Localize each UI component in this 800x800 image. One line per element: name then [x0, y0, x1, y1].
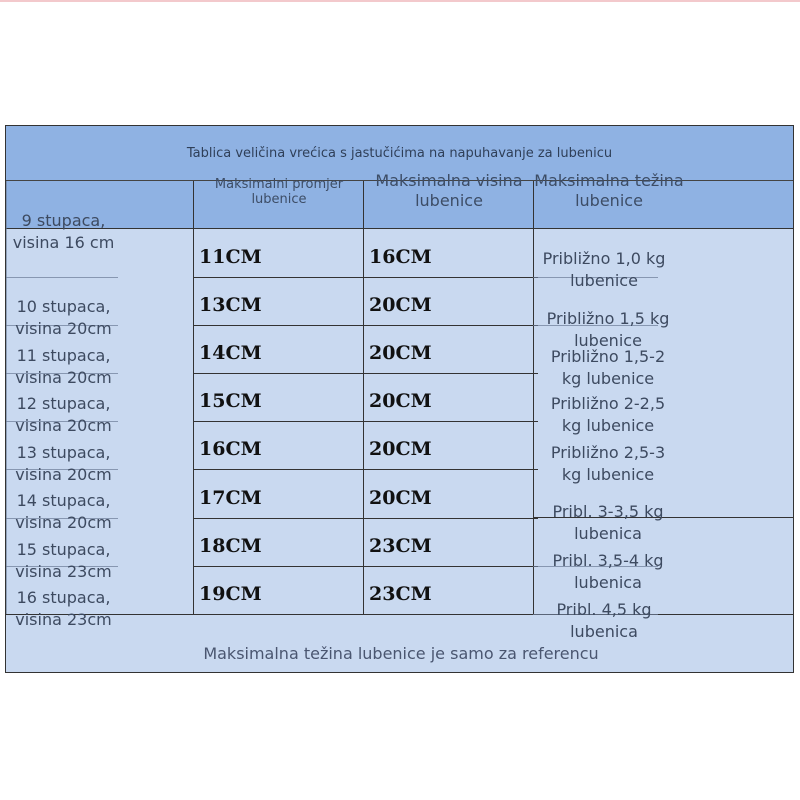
height-cell: 20CM	[369, 438, 432, 460]
weight-cell: Pribl. 3,5-4 kg lubenica	[552, 551, 664, 592]
diameter-cell: 16CM	[199, 438, 262, 460]
row-label: 9 stupaca, visina 16 cm	[12, 211, 115, 252]
row-label: 15 stupaca, visina 23cm	[15, 540, 112, 581]
diameter-cell: 18CM	[199, 535, 262, 557]
table-title: Tablica veličina vrećica s jastučićima na napuhavanje za lubenicu	[6, 126, 793, 181]
height-cell: 23CM	[369, 535, 432, 557]
grid-vline-3	[533, 181, 534, 614]
weight-cell: Približno 2-2,5 kg lubenice	[550, 394, 666, 435]
top-border-line	[0, 0, 800, 2]
height-cell: 20CM	[369, 487, 432, 509]
diameter-cell: 15CM	[199, 390, 262, 412]
footer-note: Maksimalna težina lubenice je samo za referencu	[203, 644, 599, 663]
height-cell: 20CM	[369, 294, 432, 316]
height-cell: 20CM	[369, 342, 432, 364]
weight-cell: Približno 1,5 kg lubenice	[546, 309, 670, 350]
weight-cell: Približno 2,5-3 kg lubenice	[550, 443, 666, 484]
weight-cell: Približno 1,5-2 kg lubenice	[550, 347, 666, 388]
grid-hline	[193, 469, 538, 470]
grid-hline	[193, 518, 538, 519]
size-table	[5, 125, 794, 673]
ghost-hline	[6, 277, 118, 278]
row-label: 11 stupaca, visina 20cm	[15, 346, 112, 387]
row-label: 10 stupaca, visina 20cm	[15, 297, 112, 338]
grid-hline	[193, 325, 538, 326]
height-cell: 16CM	[369, 246, 432, 268]
header-height: Maksimalna visina lubenice	[375, 171, 523, 210]
grid-hline	[6, 614, 793, 615]
row-label: 12 stupaca, visina 20cm	[15, 394, 112, 435]
row-label: 13 stupaca, visina 20cm	[15, 443, 112, 484]
header-weight: Maksimalna težina lubenice	[534, 171, 684, 210]
diameter-cell: 19CM	[199, 583, 262, 605]
grid-hline	[193, 373, 538, 374]
diameter-cell: 14CM	[199, 342, 262, 364]
grid-hline	[193, 421, 538, 422]
grid-hline	[193, 566, 538, 567]
diameter-cell: 11CM	[199, 246, 262, 268]
diameter-cell: 13CM	[199, 294, 262, 316]
header-row	[6, 171, 793, 229]
grid-hline	[193, 277, 538, 278]
diameter-cell: 17CM	[199, 487, 262, 509]
height-cell: 20CM	[369, 390, 432, 412]
grid-vline-2	[363, 181, 364, 614]
weight-cell: Pribl. 3-3,5 kg lubenica	[552, 502, 664, 543]
weight-cell: Približno 1,0 kg lubenice	[542, 249, 666, 290]
row-label: 16 stupaca, visina 23cm	[15, 588, 112, 629]
header-diameter: Maksimalni promjer lubenice	[214, 177, 344, 207]
grid-vline-1	[193, 181, 194, 614]
weight-cell: Pribl. 4,5 kg lubenica	[556, 600, 652, 641]
row-label: 14 stupaca, visina 20cm	[15, 491, 112, 532]
height-cell: 23CM	[369, 583, 432, 605]
